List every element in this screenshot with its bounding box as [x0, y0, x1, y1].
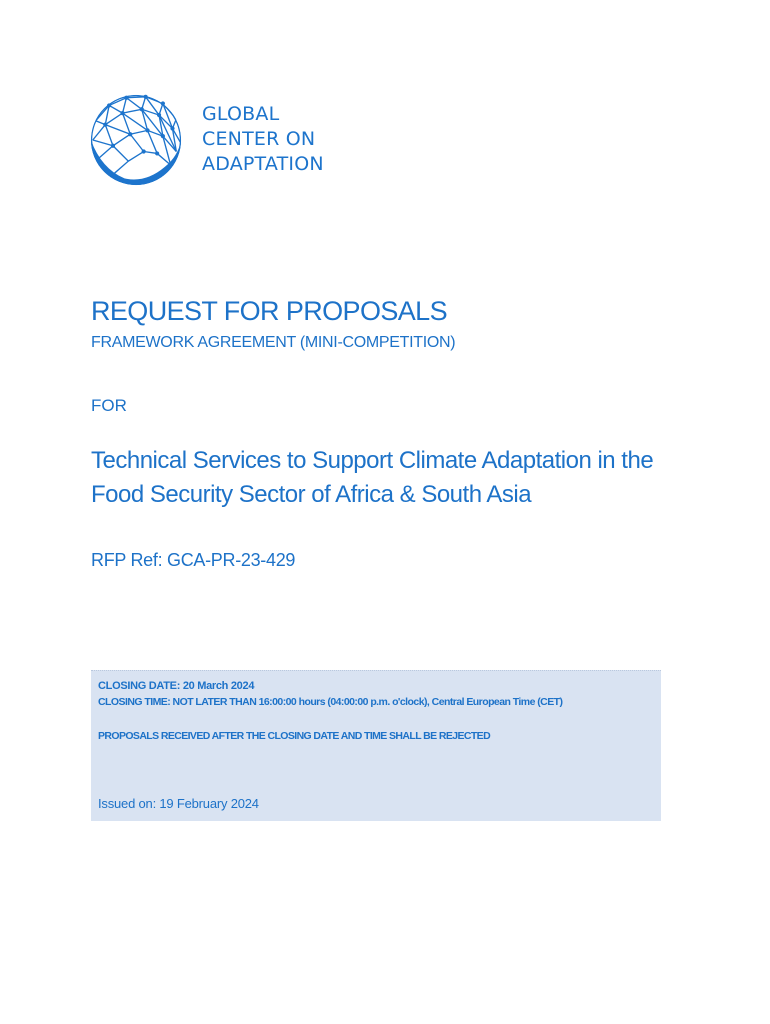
closing-time: CLOSING TIME: NOT LATER THAN 16:00:00 hours (04:00:00 p.m. o'clock), Central European Time (CET) [98, 696, 563, 708]
service-title-line-2: Food Security Sector of Africa & South Asia [91, 481, 532, 508]
service-title-line-1: Technical Services to Support Climate Adaptation in the [91, 447, 654, 474]
logo-wordmark [202, 102, 324, 177]
document-subtitle: FRAMEWORK AGREEMENT (MINI-COMPETITION) [91, 334, 456, 351]
logo-line-3: ADAPTATION [202, 153, 324, 175]
rfp-reference: RFP Ref: GCA-PR-23-429 [91, 550, 296, 570]
for-label: FOR [91, 396, 127, 415]
closing-date: CLOSING DATE: 20 March 2024 [98, 680, 255, 692]
logo-line-2: CENTER ON [202, 128, 316, 150]
logo-line-1: GLOBAL [202, 103, 280, 125]
closing-info-box [91, 670, 661, 821]
geodesic-globe-icon [88, 92, 184, 188]
rejection-notice: PROPOSALS RECEIVED AFTER THE CLOSING DATE AND TIME SHALL BE REJECTED [98, 730, 491, 742]
document-title: REQUEST FOR PROPOSALS [91, 296, 447, 326]
gca-logo [88, 92, 324, 188]
issued-on-date: Issued on: 19 February 2024 [98, 796, 259, 811]
service-title [91, 444, 711, 512]
